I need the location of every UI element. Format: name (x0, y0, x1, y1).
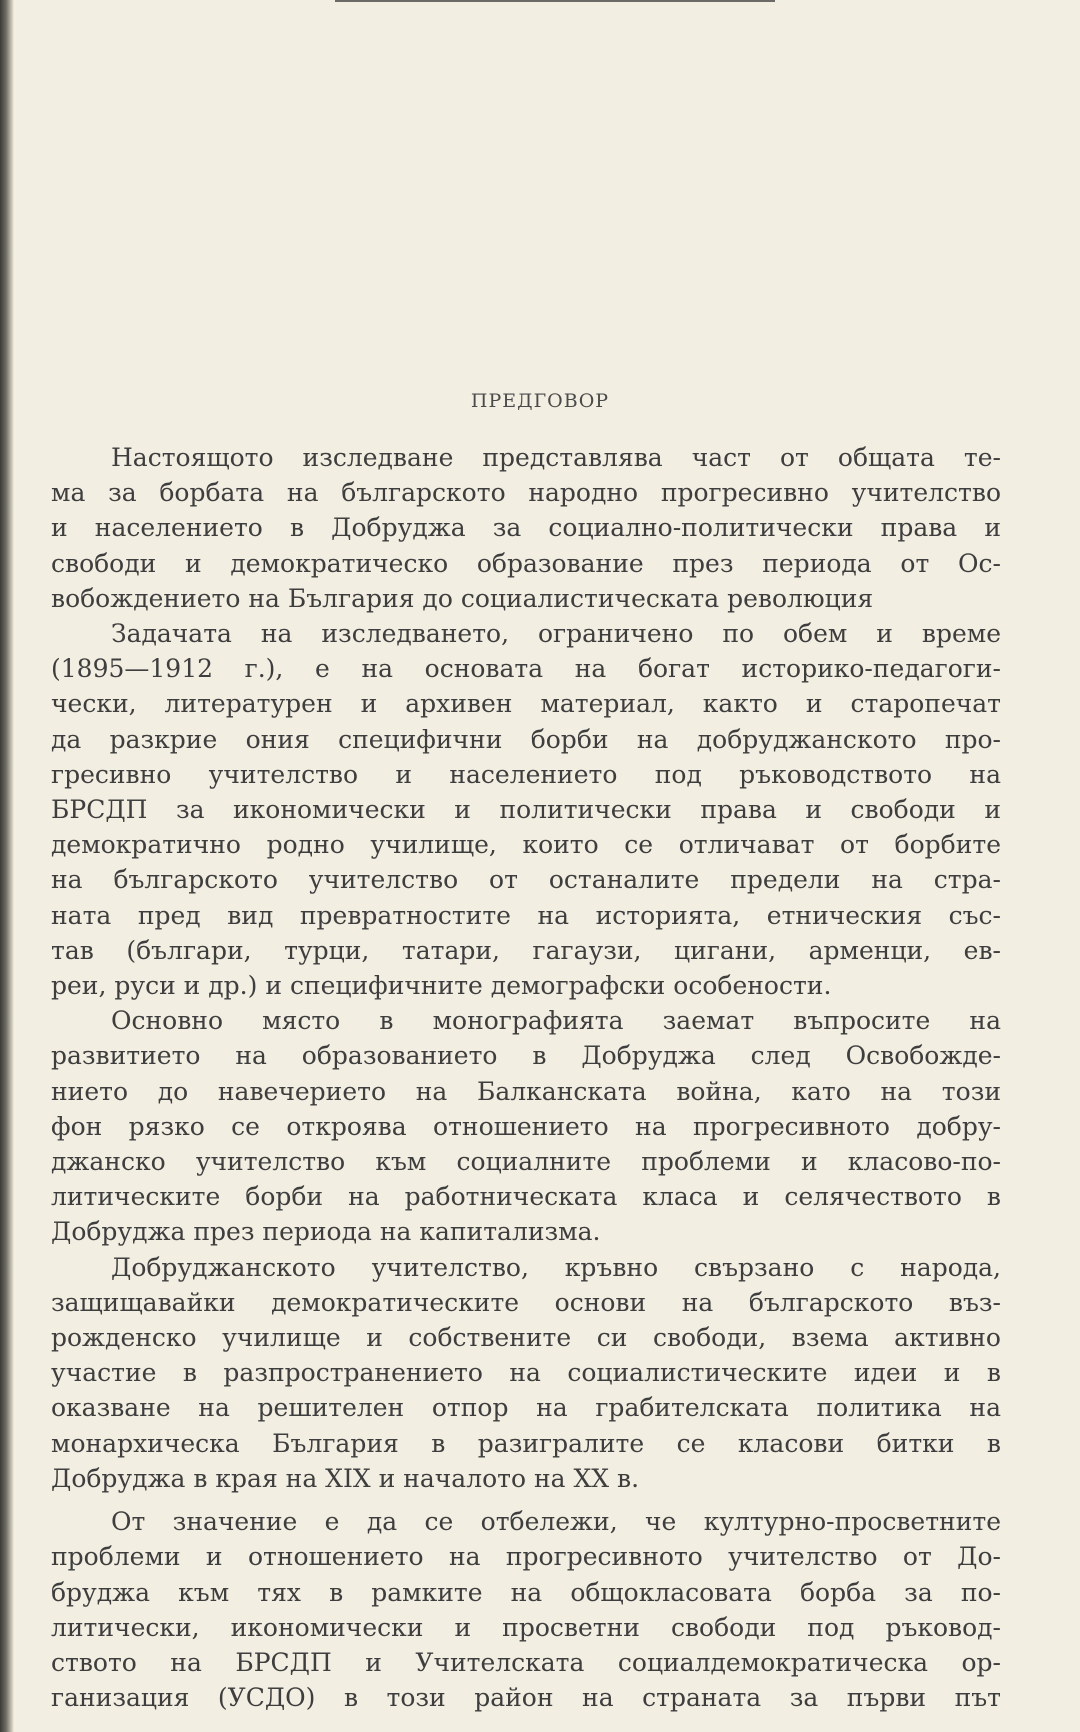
text-line: да разкрие ония специфични борби на добруджанското про- (51, 724, 1001, 754)
text-line: От значение е да се отбележи, че културно-просветните (111, 1507, 1001, 1537)
text-line: реи, руси и др.) и специфичните демографски особености. (51, 971, 832, 1001)
text-line: нието до навечерието на Балканската война, като на този (51, 1076, 1001, 1106)
text-line: Основно място в монографията заемат въпросите на (111, 1006, 1001, 1036)
paragraph (51, 1504, 1001, 1715)
text-line: тав (българи, турци, татари, гагаузи, цигани, арменци, ев- (51, 935, 1001, 965)
text-line: джанско учителство към социалните проблеми и класово-по- (51, 1147, 1001, 1177)
text-line: БРСДП за икономически и политически права и свободи и (51, 795, 1001, 825)
text-line: (1895—1912 г.), е на основата на богат историко-педагоги- (51, 654, 1001, 684)
text-line: фон рязко се откроява отношението на прогресивното добру- (51, 1111, 1001, 1141)
text-line: литическите борби на работническата класа и селячеството в (51, 1182, 1001, 1212)
text-line: оказване на решителен отпор на грабителската политика на (51, 1393, 1001, 1423)
text-line: монархическа България в разигралите се класови битки в (51, 1428, 1001, 1458)
text-line: литически, икономически и просветни свободи под ръковод- (51, 1612, 1001, 1642)
text-line: участие в разпространението на социалистическите идеи и в (51, 1358, 1001, 1388)
text-line: защищавайки демократическите основи на българското въз- (51, 1287, 1001, 1317)
paragraph (51, 1250, 1001, 1496)
paragraph (51, 440, 1001, 616)
text-line: гресивно учителство и населението под ръководството на (51, 759, 1001, 789)
text-line: свободи и демократическо образование през периода от Ос- (51, 548, 1001, 578)
book-spine-shadow (0, 0, 14, 1732)
top-edge-rule (335, 0, 775, 2)
text-line: ството на БРСДП и Учителската социалдемократическа ор- (51, 1647, 1001, 1677)
page-heading: ПРЕДГОВОР (470, 390, 610, 412)
text-line: на българското учителство от останалите предели на стра- (51, 865, 1001, 895)
text-line: Настоящото изследване представлява част от общата те- (111, 443, 1001, 472)
text-line: проблеми и отношението на прогресивното учителство от До- (51, 1542, 1001, 1572)
text-line: вобождението на България до социалистическата революция (51, 583, 874, 613)
paragraph (51, 616, 1001, 1003)
text-line: демократично родно училище, които се отличават от борбите (51, 830, 1001, 860)
text-line: ната пред вид превратностите на историята, етническия със- (51, 900, 1001, 930)
text-line: и населението в Добруджа за социално-политически права и (51, 513, 1001, 543)
text-line: развитието на образованието в Добруджа след Освобожде- (51, 1041, 1001, 1071)
text-line: бруджа към тях в рамките на общокласовата борба за по- (51, 1577, 1001, 1607)
body-text (51, 440, 1001, 1715)
text-line: Задачата на изследването, ограничено по обем и време (111, 619, 1001, 649)
text-line: рожденско училище и собствените си свободи, взема активно (51, 1323, 1001, 1353)
text-line: Добруджа в края на XIX и началото на XX в. (51, 1463, 640, 1493)
text-line: чески, литературен и архивен материал, както и старопечат (51, 689, 1001, 719)
text-line: ма за борбата на българското народно прогресивно учителство (51, 478, 1001, 508)
text-line: Добруджа през периода на капитализма. (51, 1217, 601, 1247)
text-line: ганизация (УСДО) в този район на страната за първи път (51, 1683, 1001, 1713)
paragraph (51, 1003, 1001, 1249)
text-line: Добруджанското учителство, кръвно свързано с народа, (111, 1252, 1001, 1282)
